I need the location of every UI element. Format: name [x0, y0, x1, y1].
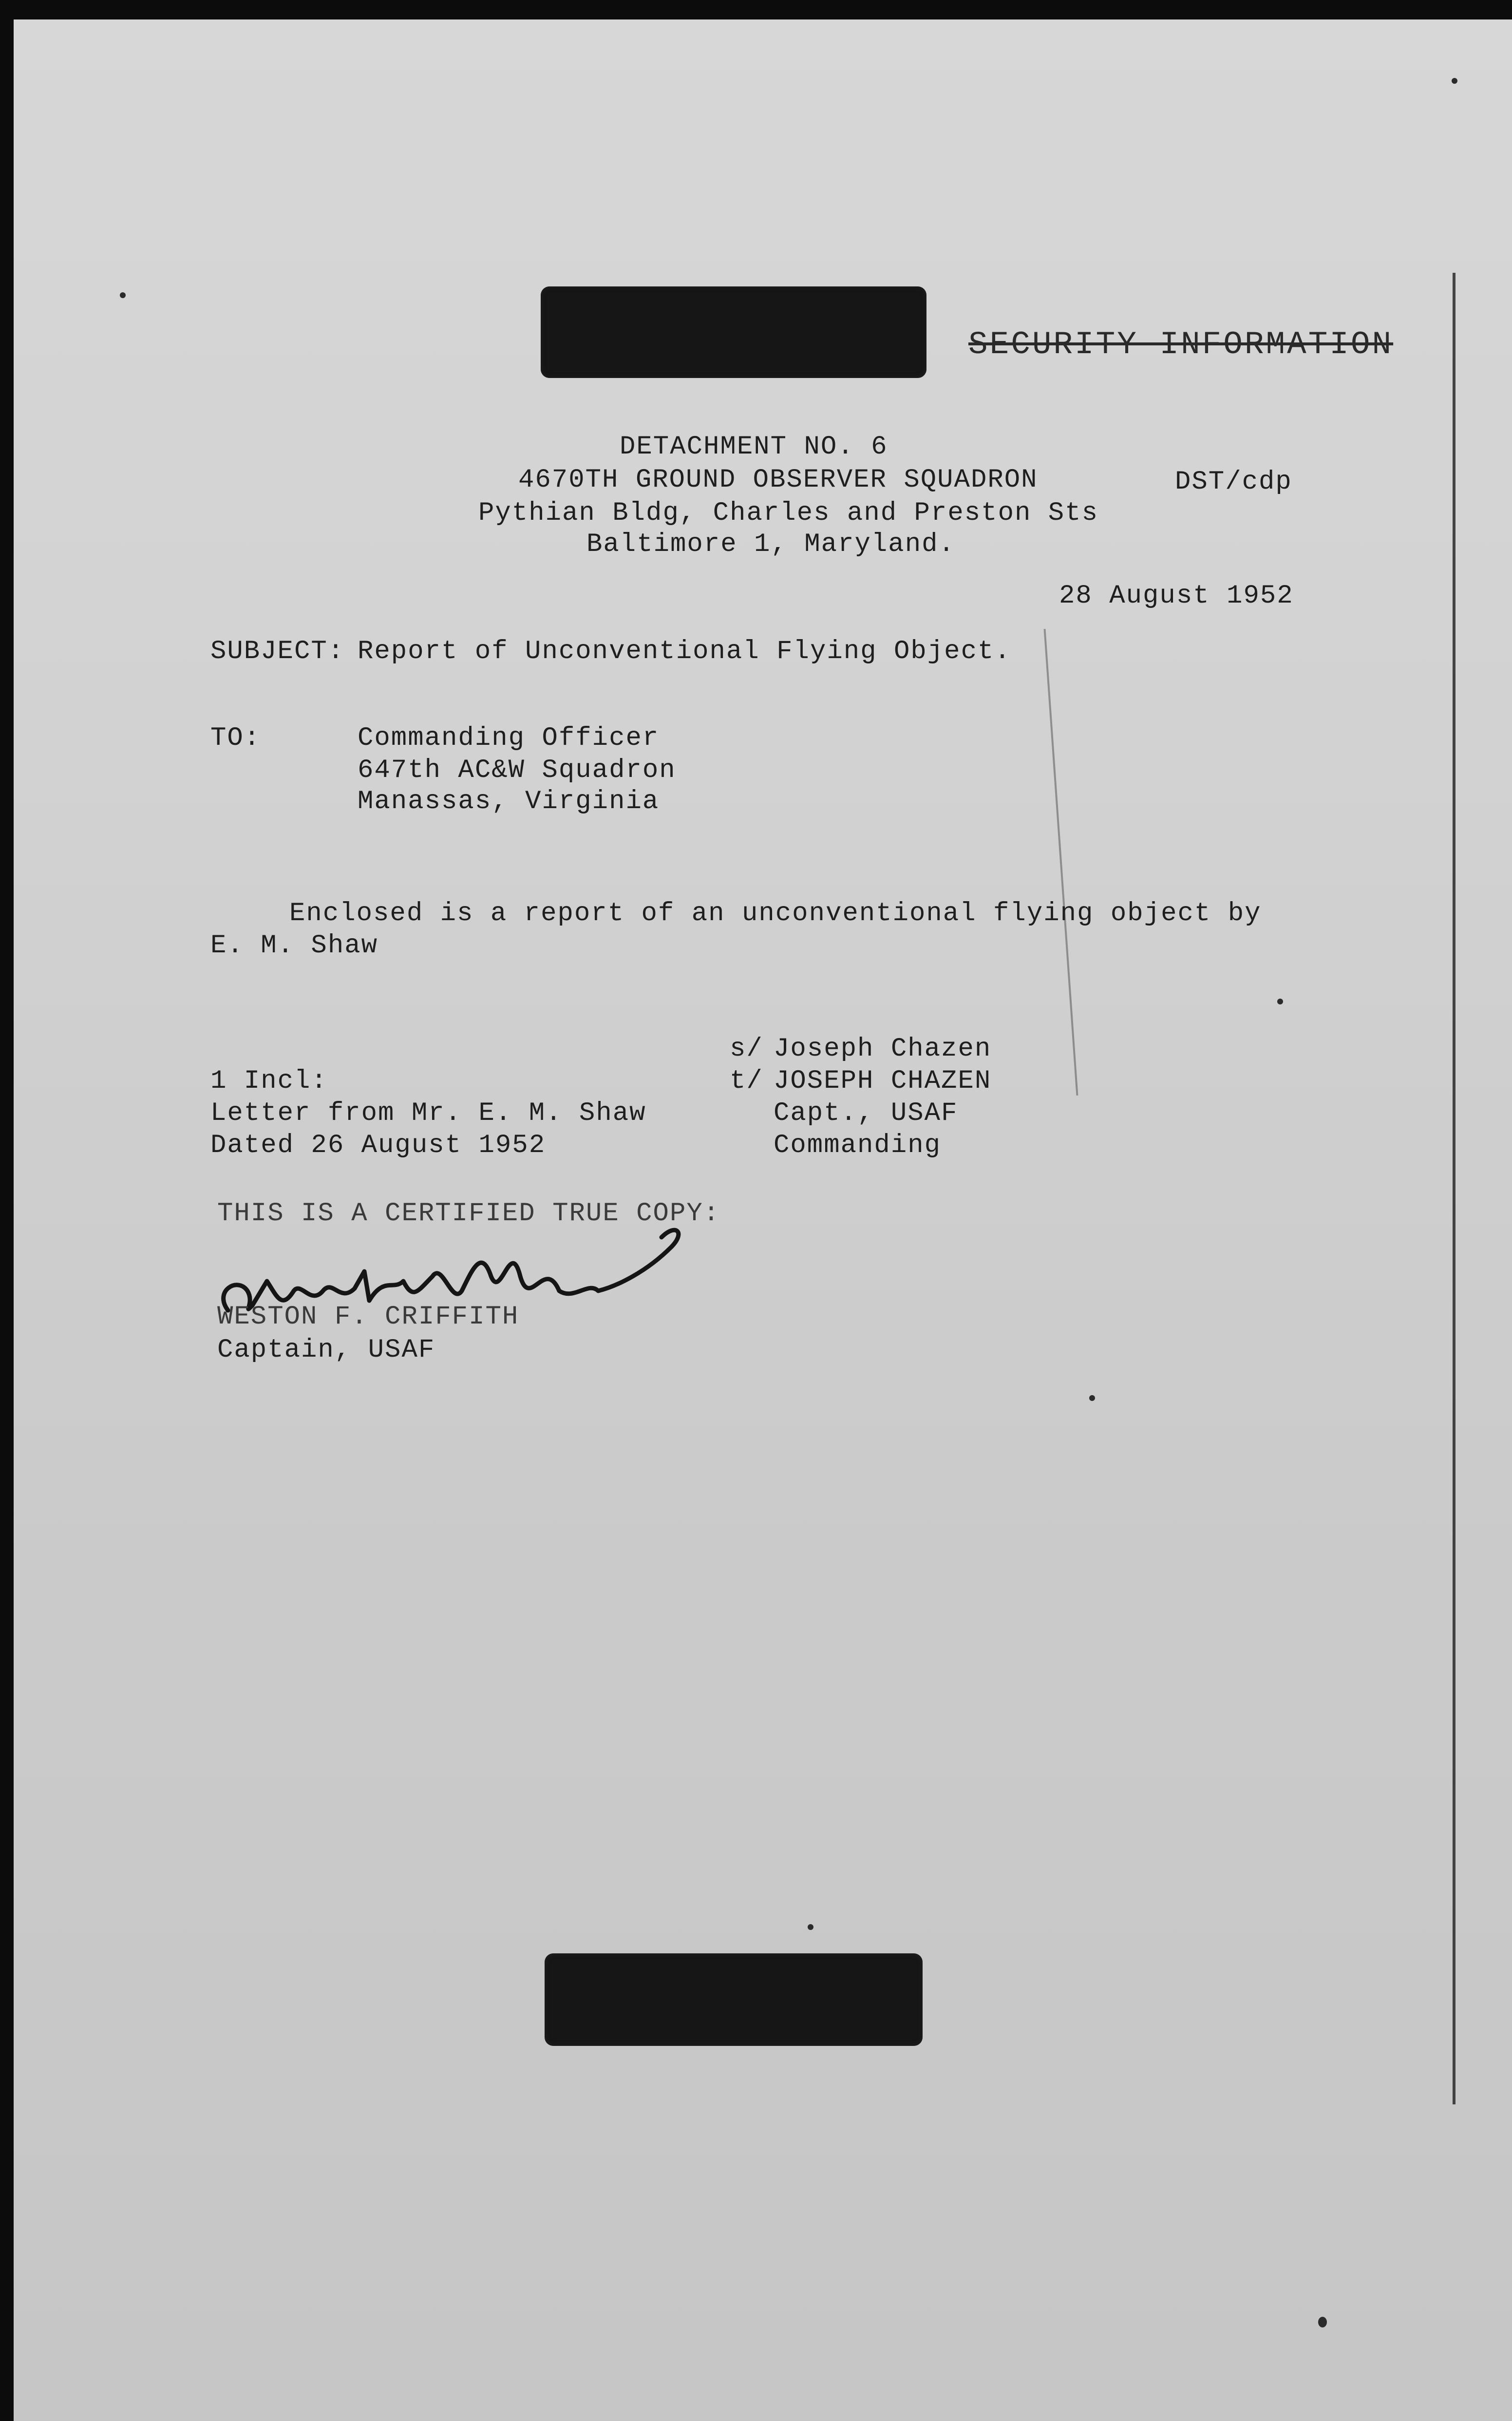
- unit-line-3: Pythian Bldg, Charles and Preston Sts: [478, 498, 1098, 528]
- signature-t-prefix: t/: [730, 1066, 763, 1096]
- body-line-1: Enclosed is a report of an unconventional flying object by: [289, 899, 1262, 928]
- subject-text: Report of Unconventional Flying Object.: [358, 637, 1011, 666]
- signature-rank: Capt., USAF: [774, 1098, 958, 1128]
- document-page: [14, 19, 1512, 2421]
- enclosure-line-1: 1 Incl:: [210, 1066, 328, 1096]
- margin-line: [1453, 273, 1455, 2104]
- signature-t-name: JOSEPH CHAZEN: [774, 1066, 992, 1096]
- to-line-3: Manassas, Virginia: [358, 787, 660, 816]
- enclosure-line-2: Letter from Mr. E. M. Shaw: [210, 1098, 646, 1128]
- speck-mark: [1089, 1395, 1095, 1401]
- fold-line: [1044, 629, 1078, 1096]
- signature-s-prefix: s/: [730, 1034, 763, 1064]
- reference-code: DST/cdp: [1175, 467, 1292, 497]
- to-line-1: Commanding Officer: [358, 723, 660, 753]
- redaction-bar-top: [541, 286, 926, 378]
- to-line-2: 647th AC&W Squadron: [358, 756, 676, 785]
- redaction-bar-bottom: [545, 1953, 923, 2046]
- speck-mark: [1277, 999, 1283, 1004]
- letter-date: 28 August 1952: [1059, 581, 1294, 611]
- certification-line: THIS IS A CERTIFIED TRUE COPY:: [217, 1199, 720, 1229]
- speck-mark: [1452, 78, 1457, 84]
- speck-mark: [808, 1924, 813, 1930]
- signature-s-name: Joseph Chazen: [774, 1034, 992, 1064]
- certifier-name: WESTON F. CRIFFITH: [217, 1302, 519, 1332]
- certifier-rank: Captain, USAF: [217, 1335, 435, 1365]
- body-line-2: E. M. Shaw: [210, 931, 378, 961]
- to-label: TO:: [210, 723, 261, 753]
- subject-label: SUBJECT:: [210, 637, 345, 666]
- speck-mark: [120, 292, 126, 298]
- enclosure-line-3: Dated 26 August 1952: [210, 1131, 546, 1160]
- speck-mark: [1318, 2317, 1327, 2327]
- unit-line-1: DETACHMENT NO. 6: [620, 432, 888, 462]
- classification-stamp-top: SECURITY INFORMATION: [968, 326, 1394, 363]
- unit-line-2: 4670TH GROUND OBSERVER SQUADRON: [518, 465, 1038, 495]
- unit-line-4: Baltimore 1, Maryland.: [586, 530, 955, 559]
- signature-title: Commanding: [774, 1131, 942, 1160]
